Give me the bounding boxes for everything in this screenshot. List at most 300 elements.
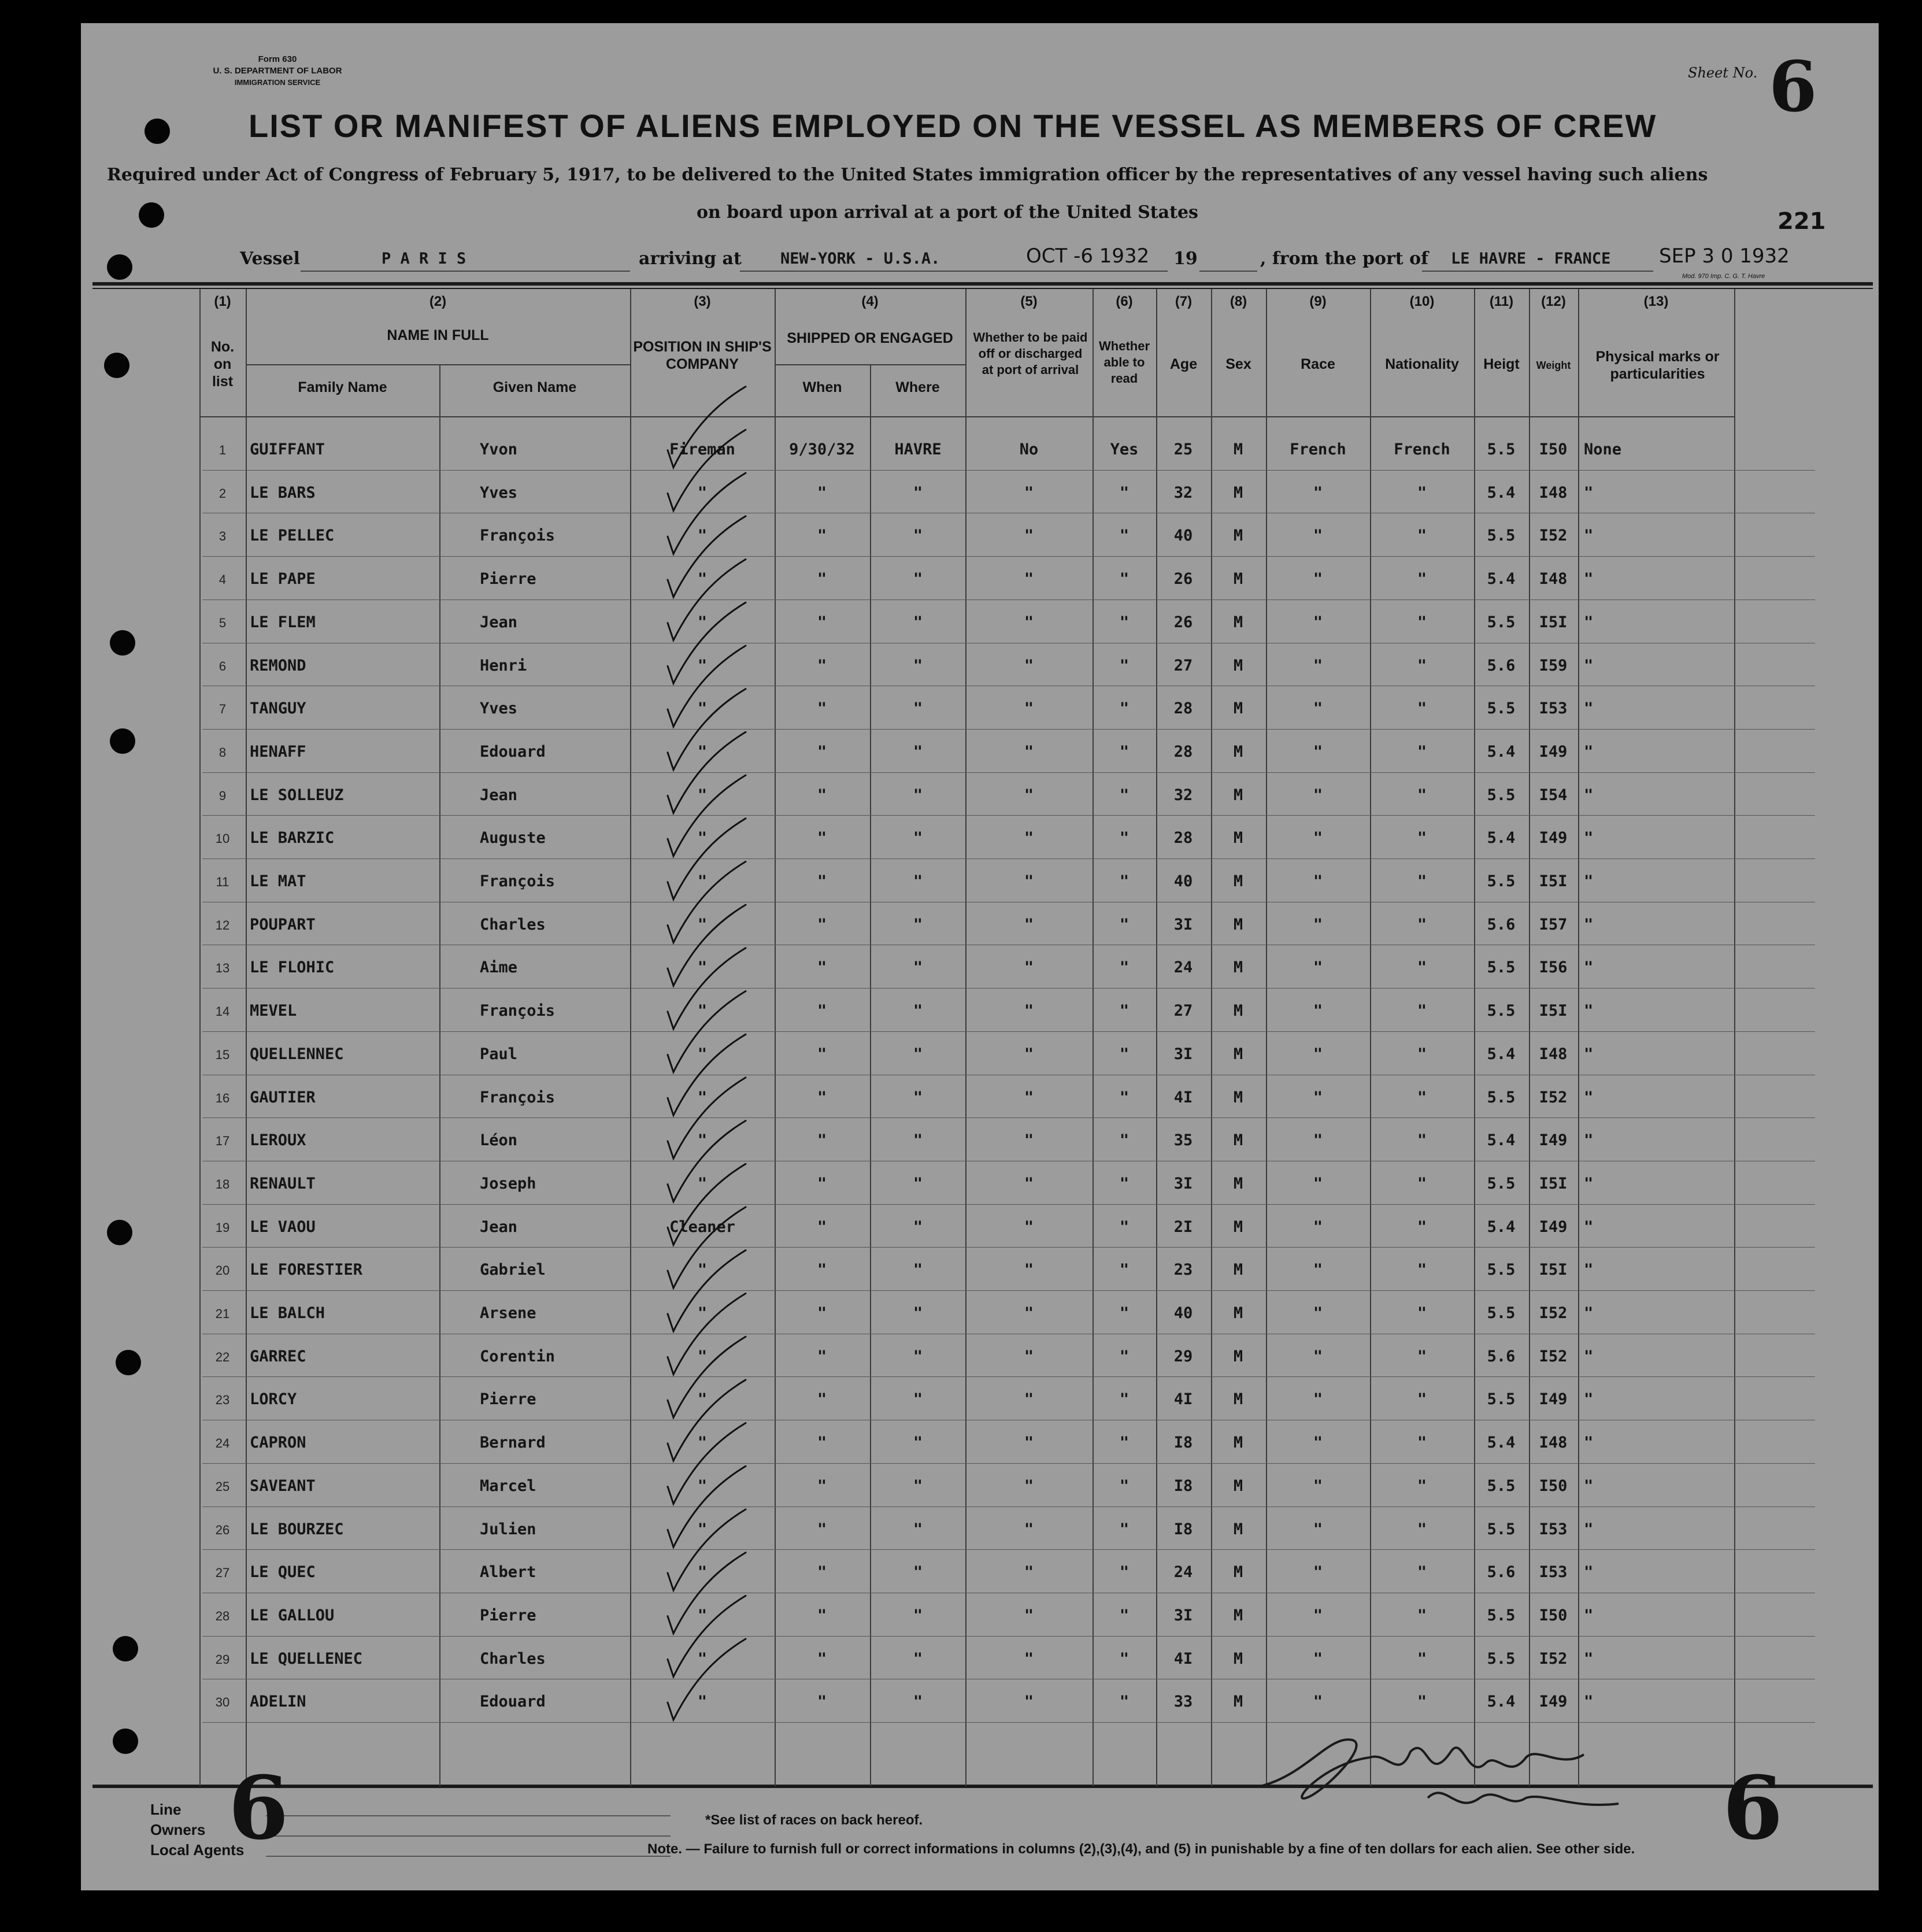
cell-age: 24 xyxy=(1173,1563,1193,1582)
cell-age: 40 xyxy=(1173,527,1193,545)
ditto-mark: " xyxy=(1313,570,1323,589)
ditto-mark: " xyxy=(1584,1261,1594,1279)
ditto-mark: " xyxy=(1313,872,1323,890)
cell-age: 3I xyxy=(1173,915,1193,934)
cell-weight: I48 xyxy=(1539,1434,1568,1452)
ditto-mark: " xyxy=(1417,527,1427,545)
row-number: 15 xyxy=(215,1047,230,1062)
cell-weight: I50 xyxy=(1539,1476,1568,1495)
ditto-mark: " xyxy=(1119,915,1130,934)
cell-family: LEROUX xyxy=(250,1131,306,1150)
ditto-mark: " xyxy=(1417,1174,1427,1193)
ditto-mark: " xyxy=(817,613,827,631)
cell-sex: M xyxy=(1233,1217,1243,1236)
ditto-mark: " xyxy=(913,829,923,847)
row-number: 16 xyxy=(215,1090,230,1105)
ditto-mark: " xyxy=(1584,958,1594,977)
cell-age: 23 xyxy=(1173,1261,1193,1279)
cell-weight: I5I xyxy=(1539,613,1568,631)
cell-given: Yves xyxy=(480,483,518,502)
ditto-mark: " xyxy=(1024,1088,1034,1106)
ditto-mark: " xyxy=(1417,1563,1427,1582)
cell-height: 5.5 xyxy=(1487,1520,1516,1538)
printer-mark: Mod. 970 Imp. C. G. T. Havre xyxy=(1682,273,1765,280)
cell-family: LE BARZIC xyxy=(250,829,335,847)
cell-given: Albert xyxy=(480,1563,536,1582)
row-number: 8 xyxy=(219,745,227,760)
ditto-mark: " xyxy=(1313,786,1323,804)
ditto-mark: " xyxy=(1584,570,1594,589)
ditto-mark: " xyxy=(1313,1520,1323,1538)
ditto-mark: " xyxy=(697,1261,708,1279)
ditto-mark: " xyxy=(1584,527,1594,545)
ditto-mark: " xyxy=(697,1606,708,1624)
ditto-mark: " xyxy=(1119,613,1130,631)
col-3-label: POSITION IN SHIP'S COMPANY xyxy=(633,339,772,372)
ditto-mark: " xyxy=(1024,1476,1034,1495)
cell-weight: I52 xyxy=(1539,1649,1568,1668)
cell-sex: M xyxy=(1233,699,1243,718)
cell-given: Arsene xyxy=(480,1304,536,1322)
cell-given: Léon xyxy=(480,1131,518,1150)
ditto-mark: " xyxy=(1584,829,1594,847)
col-7-number: (7) xyxy=(1175,294,1193,309)
ditto-mark: " xyxy=(817,1261,827,1279)
row-number: 19 xyxy=(215,1220,230,1235)
ditto-mark: " xyxy=(1024,1131,1034,1150)
ditto-mark: " xyxy=(1313,699,1323,718)
ditto-mark: " xyxy=(1024,915,1034,934)
ditto-mark: " xyxy=(1024,1261,1034,1279)
cell-weight: I50 xyxy=(1539,1606,1568,1624)
ditto-mark: " xyxy=(1584,1434,1594,1452)
ditto-mark: " xyxy=(1313,829,1323,847)
check-mark xyxy=(668,948,746,1029)
cell-age: 32 xyxy=(1173,786,1193,804)
cell-given: Corentin xyxy=(480,1347,556,1365)
ditto-mark: " xyxy=(1119,1434,1130,1452)
ditto-mark: " xyxy=(1584,1693,1594,1711)
cell-age: 25 xyxy=(1173,441,1193,458)
ditto-mark: " xyxy=(817,1649,827,1668)
cell-family: LE BALCH xyxy=(250,1304,325,1322)
ditto-mark: " xyxy=(913,1088,923,1106)
sheet-label: Sheet No. xyxy=(1688,65,1758,81)
cell-age: 4I xyxy=(1173,1649,1193,1668)
row-number: 1 xyxy=(219,443,227,457)
row-number: 29 xyxy=(215,1652,230,1667)
cell-family: LE FLOHIC xyxy=(250,958,335,977)
ditto-mark: " xyxy=(697,613,708,631)
col-2-given-label: Given Name xyxy=(492,379,577,395)
cell-height: 5.5 xyxy=(1487,441,1516,458)
ditto-mark: " xyxy=(697,1347,708,1365)
from-port-label: , from the port of xyxy=(1260,249,1429,269)
cell-height: 5.5 xyxy=(1487,1088,1516,1106)
cell-weight: I5I xyxy=(1539,872,1568,890)
check-mark xyxy=(668,1553,746,1634)
ditto-mark: " xyxy=(1024,1434,1034,1452)
cell-sex: M xyxy=(1233,527,1243,545)
check-mark xyxy=(668,775,746,856)
ditto-mark: " xyxy=(1584,613,1594,631)
ditto-mark: " xyxy=(1417,1088,1427,1106)
page-stamp: 221 xyxy=(1777,208,1826,235)
row-number: 11 xyxy=(216,875,229,889)
cell-height: 5.6 xyxy=(1487,1347,1516,1365)
ditto-mark: " xyxy=(1417,1649,1427,1668)
cell-weight: I5I xyxy=(1539,1174,1568,1193)
cell-weight: I48 xyxy=(1539,1045,1568,1063)
cell-weight: I53 xyxy=(1539,699,1568,718)
ditto-mark: " xyxy=(817,699,827,718)
row-number: 18 xyxy=(215,1176,230,1191)
ditto-mark: " xyxy=(913,1649,923,1668)
check-mark xyxy=(668,1250,746,1331)
cell-height: 5.4 xyxy=(1487,742,1516,761)
col-2-label: NAME IN FULL xyxy=(387,327,489,343)
cell-marks: None xyxy=(1584,441,1622,458)
ditto-mark: " xyxy=(913,1002,923,1020)
cell-given: Gabriel xyxy=(480,1261,546,1279)
cell-height: 5.5 xyxy=(1487,1476,1516,1495)
ditto-mark: " xyxy=(1313,1088,1323,1106)
cell-given: François xyxy=(480,527,556,545)
check-mark xyxy=(668,1423,746,1504)
cell-weight: I5I xyxy=(1539,1002,1568,1020)
cell-age: 26 xyxy=(1173,570,1193,589)
ditto-mark: " xyxy=(817,1606,827,1624)
ditto-mark: " xyxy=(1119,1261,1130,1279)
ditto-mark: " xyxy=(1417,1131,1427,1150)
cell-age: 33 xyxy=(1173,1693,1193,1711)
cell-sex: M xyxy=(1233,915,1243,934)
cell-family: LE QUELLENEC xyxy=(250,1649,363,1668)
check-mark xyxy=(668,1380,746,1461)
ditto-mark: " xyxy=(697,786,708,804)
cell-age: 35 xyxy=(1173,1131,1193,1150)
cell-age: 24 xyxy=(1173,958,1193,977)
ditto-mark: " xyxy=(1313,1347,1323,1365)
cell-family: LORCY xyxy=(250,1390,297,1409)
col-2-family-label: Family Name xyxy=(298,379,387,395)
cell-age: 29 xyxy=(1173,1347,1193,1365)
ditto-mark: " xyxy=(1584,1563,1594,1582)
cell-height: 5.5 xyxy=(1487,1606,1516,1624)
footer-agents-label: Local Agents xyxy=(150,1841,245,1859)
cell-age: 27 xyxy=(1173,1002,1193,1020)
ditto-mark: " xyxy=(817,1002,827,1020)
col-7-label: Age xyxy=(1169,356,1198,372)
cell-given: Pierre xyxy=(480,1390,536,1409)
row-number: 30 xyxy=(215,1695,230,1710)
ditto-mark: " xyxy=(913,570,923,589)
cell-family: LE QUEC xyxy=(250,1563,316,1582)
ditto-mark: " xyxy=(817,1217,827,1236)
row-number: 28 xyxy=(215,1608,230,1623)
year-prefix: 19 xyxy=(1173,249,1198,269)
ditto-mark: " xyxy=(913,958,923,977)
cell-sex: M xyxy=(1233,441,1243,458)
cell-family: CAPRON xyxy=(250,1434,306,1452)
ditto-mark: " xyxy=(1584,1649,1594,1668)
cell-weight: I49 xyxy=(1539,1217,1568,1236)
ditto-mark: " xyxy=(913,1347,923,1365)
ditto-mark: " xyxy=(1417,742,1427,761)
ditto-mark: " xyxy=(697,915,708,934)
cell-height: 5.4 xyxy=(1487,1045,1516,1063)
cell-age: 2I xyxy=(1173,1217,1193,1236)
cell-given: Paul xyxy=(480,1045,518,1063)
cell-weight: I52 xyxy=(1539,1088,1568,1106)
check-mark xyxy=(668,602,746,683)
col-10-number: (10) xyxy=(1409,294,1435,309)
arrival-date-stamp: OCT -6 1932 xyxy=(1026,245,1150,268)
cell-weight: I49 xyxy=(1539,1390,1568,1409)
cell-sex: M xyxy=(1233,742,1243,761)
cell-sex: M xyxy=(1233,483,1243,502)
cell-weight: I52 xyxy=(1539,527,1568,545)
check-mark xyxy=(668,473,746,554)
cell-sex: M xyxy=(1233,958,1243,977)
ditto-mark: " xyxy=(1584,786,1594,804)
ditto-mark: " xyxy=(1417,1002,1427,1020)
ditto-mark: " xyxy=(913,656,923,675)
cell-height: 5.5 xyxy=(1487,1390,1516,1409)
ditto-mark: " xyxy=(1584,656,1594,675)
col-4-number: (4) xyxy=(861,294,879,309)
row-number: 3 xyxy=(219,529,227,544)
cell-family: ADELIN xyxy=(250,1693,306,1711)
ditto-mark: " xyxy=(1417,1520,1427,1538)
footer-line-label: Line xyxy=(150,1801,182,1818)
ditto-mark: " xyxy=(1417,786,1427,804)
ditto-mark: " xyxy=(1119,1002,1130,1020)
vessel-name: P A R I S xyxy=(382,250,466,268)
col-6-label: Whether able to read xyxy=(1099,339,1150,386)
ditto-mark: " xyxy=(1584,699,1594,718)
inspector-signature xyxy=(1237,1711,1676,1844)
cell-sex: M xyxy=(1233,1693,1243,1711)
ditto-mark: " xyxy=(1313,1131,1323,1150)
check-mark xyxy=(668,430,746,510)
cell-family: GARREC xyxy=(250,1347,306,1365)
col-13-label: Physical marks or particularities xyxy=(1595,349,1720,382)
cell-height: 5.4 xyxy=(1487,570,1516,589)
cell-given: Jean xyxy=(480,786,518,804)
ditto-mark: " xyxy=(697,1476,708,1495)
cell-age: 3I xyxy=(1173,1606,1193,1624)
cell-height: 5.5 xyxy=(1487,872,1516,890)
ditto-mark: " xyxy=(1024,1390,1034,1409)
col-5-number: (5) xyxy=(1020,294,1038,309)
check-mark xyxy=(668,819,746,900)
cell-height: 5.5 xyxy=(1487,613,1516,631)
ditto-mark: " xyxy=(1584,872,1594,890)
ditto-mark: " xyxy=(913,1693,923,1711)
ditto-mark: " xyxy=(1313,1390,1323,1409)
col-12-label: Weight xyxy=(1536,360,1571,371)
ditto-mark: " xyxy=(1313,527,1323,545)
row-number: 13 xyxy=(215,961,230,976)
ditto-mark: " xyxy=(1119,1304,1130,1322)
ditto-mark: " xyxy=(697,656,708,675)
department-name: U. S. DEPARTMENT OF LABOR xyxy=(213,66,342,76)
cell-family: SAVEANT xyxy=(250,1476,316,1495)
ditto-mark: " xyxy=(913,1304,923,1322)
ditto-mark: " xyxy=(817,958,827,977)
ditto-mark: " xyxy=(1584,1045,1594,1063)
cell-age: 4I xyxy=(1173,1088,1193,1106)
ditto-mark: " xyxy=(1024,699,1034,718)
ditto-mark: " xyxy=(1119,1045,1130,1063)
row-number: 9 xyxy=(219,788,227,803)
ditto-mark: " xyxy=(817,570,827,589)
ditto-mark: " xyxy=(697,1045,708,1063)
check-mark xyxy=(668,560,746,641)
check-mark xyxy=(668,1466,746,1547)
cell-weight: I56 xyxy=(1539,958,1568,977)
arriving-label: arriving at xyxy=(639,249,742,269)
ditto-mark: " xyxy=(697,1304,708,1322)
row-number: 20 xyxy=(215,1263,230,1278)
ditto-mark: " xyxy=(1024,1606,1034,1624)
ditto-mark: " xyxy=(1313,1649,1323,1668)
service-name: IMMIGRATION SERVICE xyxy=(234,78,321,87)
cell-sex: M xyxy=(1233,1261,1243,1279)
cell-sex: M xyxy=(1233,613,1243,631)
departure-date-stamp: SEP 3 0 1932 xyxy=(1659,245,1790,268)
ditto-mark: " xyxy=(817,1520,827,1538)
ditto-mark: " xyxy=(1584,1174,1594,1193)
ditto-mark: " xyxy=(1119,570,1130,589)
ditto-mark: " xyxy=(1024,1347,1034,1365)
check-mark xyxy=(668,1639,746,1720)
ditto-mark: " xyxy=(1584,1088,1594,1106)
ditto-mark: " xyxy=(1119,699,1130,718)
ditto-mark: " xyxy=(1024,958,1034,977)
ditto-mark: " xyxy=(1584,1217,1594,1236)
cell-sex: M xyxy=(1233,786,1243,804)
ditto-mark: " xyxy=(1417,958,1427,977)
ditto-mark: " xyxy=(1417,1045,1427,1063)
ditto-mark: " xyxy=(913,699,923,718)
cell-weight: I49 xyxy=(1539,1693,1568,1711)
ditto-mark: " xyxy=(1119,742,1130,761)
col-11-label: Heigt xyxy=(1483,356,1520,372)
ditto-mark: " xyxy=(817,1174,827,1193)
ditto-mark: " xyxy=(1313,1476,1323,1495)
cell-height: 5.5 xyxy=(1487,1002,1516,1020)
ditto-mark: " xyxy=(1313,656,1323,675)
ditto-mark: " xyxy=(1417,915,1427,934)
footer-sheet-number-right: 6 xyxy=(1723,1757,1783,1859)
ditto-mark: " xyxy=(1417,872,1427,890)
ditto-mark: " xyxy=(913,915,923,934)
ditto-mark: " xyxy=(913,1131,923,1150)
ditto-mark: " xyxy=(817,1434,827,1452)
check-mark xyxy=(668,1078,746,1159)
ditto-mark: " xyxy=(913,742,923,761)
ditto-mark: " xyxy=(817,1131,827,1150)
races-note: *See list of races on back hereof. xyxy=(705,1812,923,1828)
ditto-mark: " xyxy=(1119,1563,1130,1582)
cell-when: 9/30/32 xyxy=(789,441,855,458)
cell-age: 26 xyxy=(1173,613,1193,631)
ditto-mark: " xyxy=(1417,1261,1427,1279)
ditto-mark: " xyxy=(1417,570,1427,589)
cell-sex: M xyxy=(1233,1476,1243,1495)
ditto-mark: " xyxy=(1313,1693,1323,1711)
row-number: 7 xyxy=(219,702,227,717)
cell-sex: M xyxy=(1233,656,1243,675)
ditto-mark: " xyxy=(913,483,923,502)
ditto-mark: " xyxy=(817,829,827,847)
cell-height: 5.4 xyxy=(1487,1434,1516,1452)
ditto-mark: " xyxy=(1417,1390,1427,1409)
footer-owners-label: Owners xyxy=(150,1821,206,1838)
ditto-mark: " xyxy=(817,1045,827,1063)
cell-nationality: French xyxy=(1394,441,1450,458)
cell-age: 27 xyxy=(1173,656,1193,675)
cell-given: Aime xyxy=(480,958,518,977)
ditto-mark: " xyxy=(697,958,708,977)
row-number: 17 xyxy=(215,1134,230,1149)
row-number: 12 xyxy=(215,917,230,932)
cell-age: I8 xyxy=(1173,1520,1193,1538)
cell-height: 5.5 xyxy=(1487,699,1516,718)
cell-height: 5.4 xyxy=(1487,1131,1516,1150)
ditto-mark: " xyxy=(817,1088,827,1106)
cell-given: Jean xyxy=(480,613,518,631)
row-number: 4 xyxy=(219,572,227,587)
ditto-mark: " xyxy=(1024,1563,1034,1582)
cell-given: Edouard xyxy=(480,1693,546,1711)
requirement-line-2: on board upon arrival at a port of the United States xyxy=(697,202,1198,223)
ditto-mark: " xyxy=(697,570,708,589)
ditto-mark: " xyxy=(1119,1476,1130,1495)
ditto-mark: " xyxy=(1024,1002,1034,1020)
ditto-mark: " xyxy=(1024,613,1034,631)
col-13-number: (13) xyxy=(1643,294,1669,309)
ditto-mark: " xyxy=(817,1390,827,1409)
ditto-mark: " xyxy=(1024,1649,1034,1668)
ditto-mark: " xyxy=(1313,1174,1323,1193)
ditto-mark: " xyxy=(1313,1304,1323,1322)
cell-given: Charles xyxy=(480,915,546,934)
row-number: 23 xyxy=(215,1393,230,1408)
cell-sex: M xyxy=(1233,1520,1243,1538)
ditto-mark: " xyxy=(1024,872,1034,890)
ditto-mark: " xyxy=(1417,829,1427,847)
ditto-mark: " xyxy=(1584,1347,1594,1365)
cell-given: Marcel xyxy=(480,1476,536,1495)
ditto-mark: " xyxy=(913,1563,923,1582)
col-10-label: Nationality xyxy=(1385,356,1459,372)
ditto-mark: " xyxy=(1119,1347,1130,1365)
ditto-mark: " xyxy=(913,1520,923,1538)
ditto-mark: " xyxy=(697,527,708,545)
ditto-mark: " xyxy=(697,1390,708,1409)
ditto-mark: " xyxy=(913,1217,923,1236)
ditto-mark: " xyxy=(913,786,923,804)
check-mark xyxy=(668,1121,746,1202)
cell-sex: M xyxy=(1233,570,1243,589)
ditto-mark: " xyxy=(1119,1217,1130,1236)
check-mark xyxy=(668,905,746,986)
cell-given: Julien xyxy=(480,1520,536,1538)
ditto-mark: " xyxy=(913,872,923,890)
